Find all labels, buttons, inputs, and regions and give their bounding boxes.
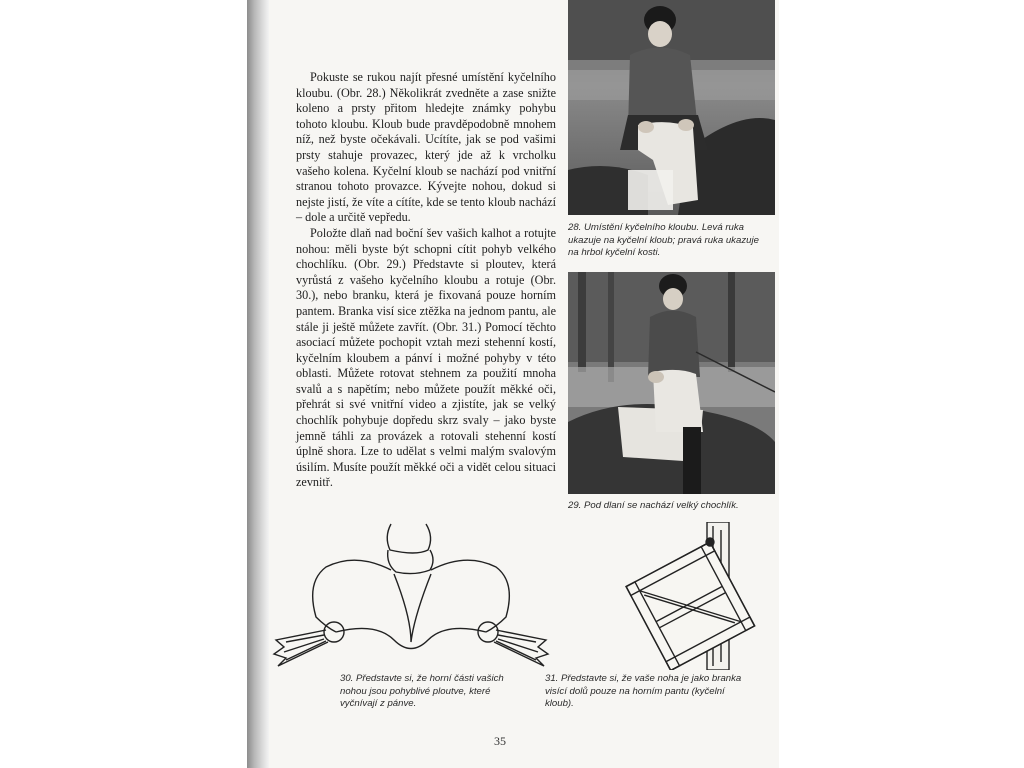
gate-hinge-illustration: [605, 522, 765, 670]
paragraph-1: Pokuste se rukou najít přesné umístění kyčelního kloubu. (Obr. 28.) Několikrát zvedněte a zase snižte koleno a prsty přitom hledejte známky pohybu tohoto kloubu. Kloub bude pravděpodobně mnohem níž, než byste očekávali. Ucítíte, jak se pod vašimi prsty stahuje provazec, který jde až k vrcholku vašeho kolena. Kyčelní kloub se nachází pod vnitřní stranou tohoto provazce. Kývejte nohou, dokud si nejste jistí, že víte a cítíte, kde se tento kloub nachází – dole a určitě vepředu.: [296, 70, 556, 225]
pelvis-fins-illustration: [266, 522, 556, 672]
page-number: 35: [494, 734, 506, 748]
paragraph-2: Položte dlaň nad boční šev vašich kalhot a rotujte nohou: měli byste být schopni cítit pohyb velkého chochlíku. (Obr. 29.) Představte si ploutev, která vyrůstá z vašeho kyčelního kloubu a rotuje (Obr. 30.), nebo branku, která je fixovaná pouze horním pantem. Branka visí sice ztěžka na jednom pantu, ale stále ji ještě můžete zavřít. (Obr. 31.) Pomocí těchto asociací můžete pochopit vztah mezi stehenní kostí, kyčelním kloubem a pánví i možné pohyby v této oblasti. Můžete rotovat stehnem za použití mnoha svalů a s napětím; nebo můžete použít měkké oči, přehrát si své vnitřní video a zjistíte, jak se velký chochlík pohybuje dopředu skrz svaly – jako byste jemně táhli za provázek a rotovali stehenní kostí úplně shora. Lze to udělat s velmi malým svalovým úsilím. Musíte použít měkké oči a vidět celou situaci zevnitř.: [296, 225, 556, 490]
caption-fig29: 29. Pod dlaní se nachází velký chochlík.: [568, 500, 739, 511]
photo-fig29: [568, 272, 775, 494]
caption-fig28: 28. Umístění kyčelního kloubu. Levá ruka ukazuje na kyčelní kloub; pravá ruka ukazuje na hrbol kyčelní kosti.: [568, 222, 759, 258]
photo-fig28: [568, 0, 775, 215]
body-text: [296, 70, 556, 491]
caption-fig30: 30. Představte si, že horní části vašich nohou jsou pohyblivé ploutve, které vyčnívají z pánve.: [340, 673, 504, 709]
caption-fig31: 31. Představte si, že vaše noha je jako branka visící dolů pouze na horním pantu (kyčelní kloub).: [545, 673, 742, 709]
